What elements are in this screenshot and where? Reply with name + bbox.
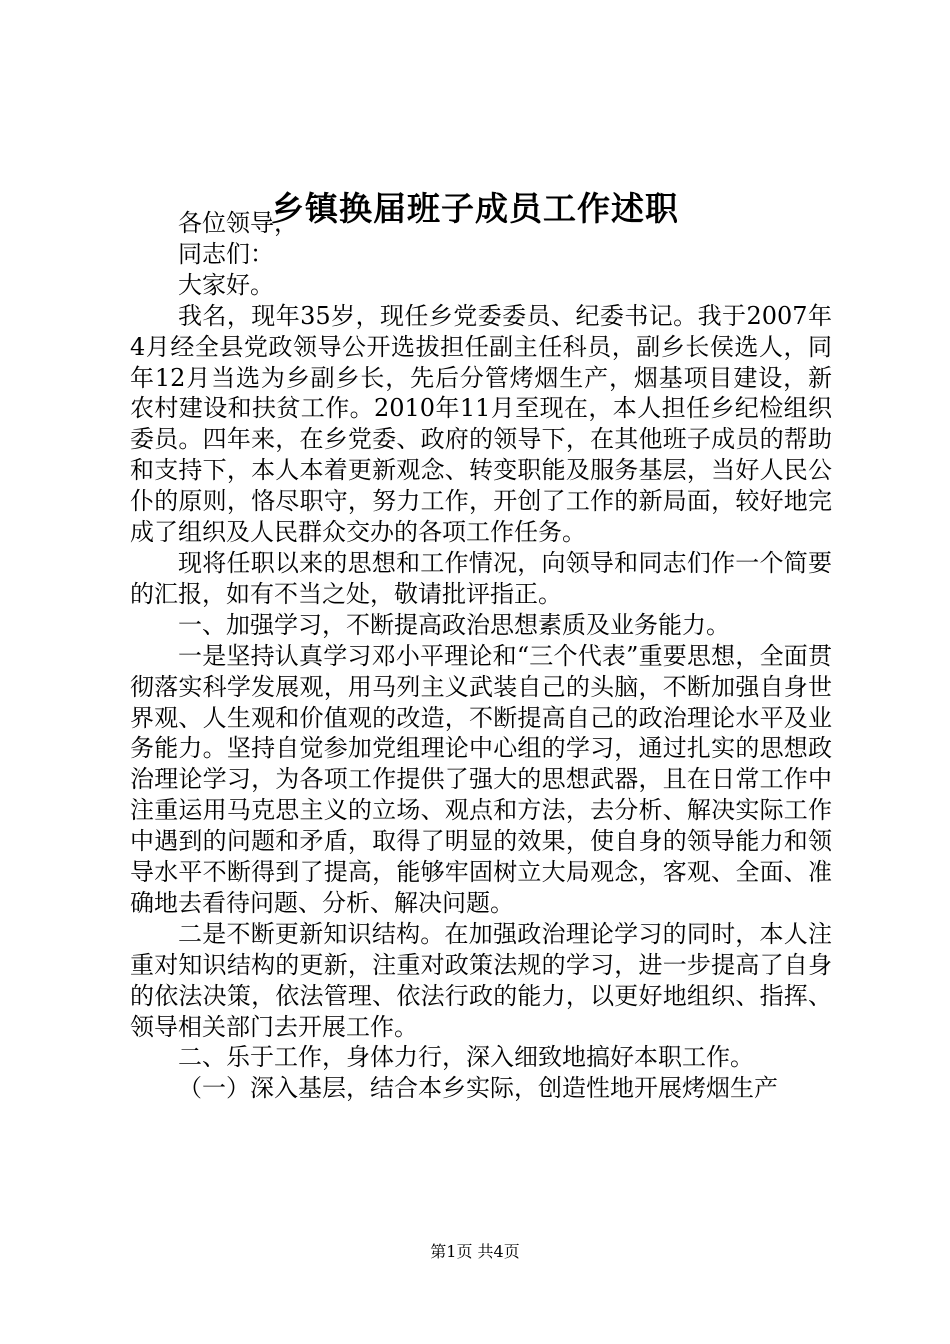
paragraph-report-preface: 现将任职以来的思想和工作情况，向领导和同志们作一个简要的汇报，如有不当之处，敬请批评指正。 — [130, 548, 832, 608]
paragraph-salutation-leaders: 各位领导， — [178, 209, 298, 237]
page-footer: 第1页 共4页 — [430, 1242, 520, 1261]
paragraph-greeting: 大家好。 — [178, 270, 274, 299]
paragraph-update-knowledge: 二是不断更新知识结构。在加强政治理论学习的同时，本人注重对知识结构的更新，注重对政策法规的学习，进一步提高了自身的依法决策，依法管理、依法行政的能力，以更好地组织、指挥、领导相关部门去开展工作。 — [130, 919, 832, 1041]
document-title: 乡镇换届班子成员工作述职 — [271, 189, 679, 228]
section-heading-1: 一、加强学习，不断提高政治思想素质及业务能力。 — [178, 610, 730, 639]
document-body — [130, 208, 832, 1104]
paragraph-study-theory: 一是坚持认真学习邓小平理论和“三个代表”重要思想，全面贯彻落实科学发展观，用马列主义武装自己的头脑，不断加强自身世界观、人生观和价值观的改造，不断提高自己的政治理论水平及业务能力。坚持自觉参加党组理论中心组的学习，通过扎实的思想政治理论学习，为各项工作提供了强大的思想武器，且在日常工作中注重运用马克思主义的立场、观点和方法，去分析、解决实际工作中遇到的问题和矛盾，取得了明显的效果，使自身的领导能力和领导水平不断得到了提高，能够牢固树立大局观念，客观、全面、准确地去看待问题、分析、解决问题。 — [130, 641, 832, 917]
paragraph-introduction: 我名，现年35岁，现任乡党委委员、纪委书记。我于2007年4月经全县党政领导公开选拔担任副主任科员，副乡长侯选人，同年12月当选为乡副乡长，先后分管烤烟生产，烟基项目建设，新农村建设和扶贫工作。2010年11月至现在，本人担任乡纪检组织委员。四年来，在乡党委、政府的领导下，在其他班子成员的帮助和支持下，本人本着更新观念、转变职能及服务基层，当好人民公仆的原则，恪尽职守，努力工作，开创了工作的新局面，较好地完成了组织及人民群众交办的各项工作任务。 — [130, 301, 832, 547]
subsection-heading-1: （一）深入基层，结合本乡实际，创造性地开展烤烟生产 — [178, 1074, 778, 1103]
section-heading-2: 二、乐于工作，身体力行，深入细致地搞好本职工作。 — [178, 1043, 754, 1072]
paragraph-salutation-comrades: 同志们： — [178, 239, 274, 268]
